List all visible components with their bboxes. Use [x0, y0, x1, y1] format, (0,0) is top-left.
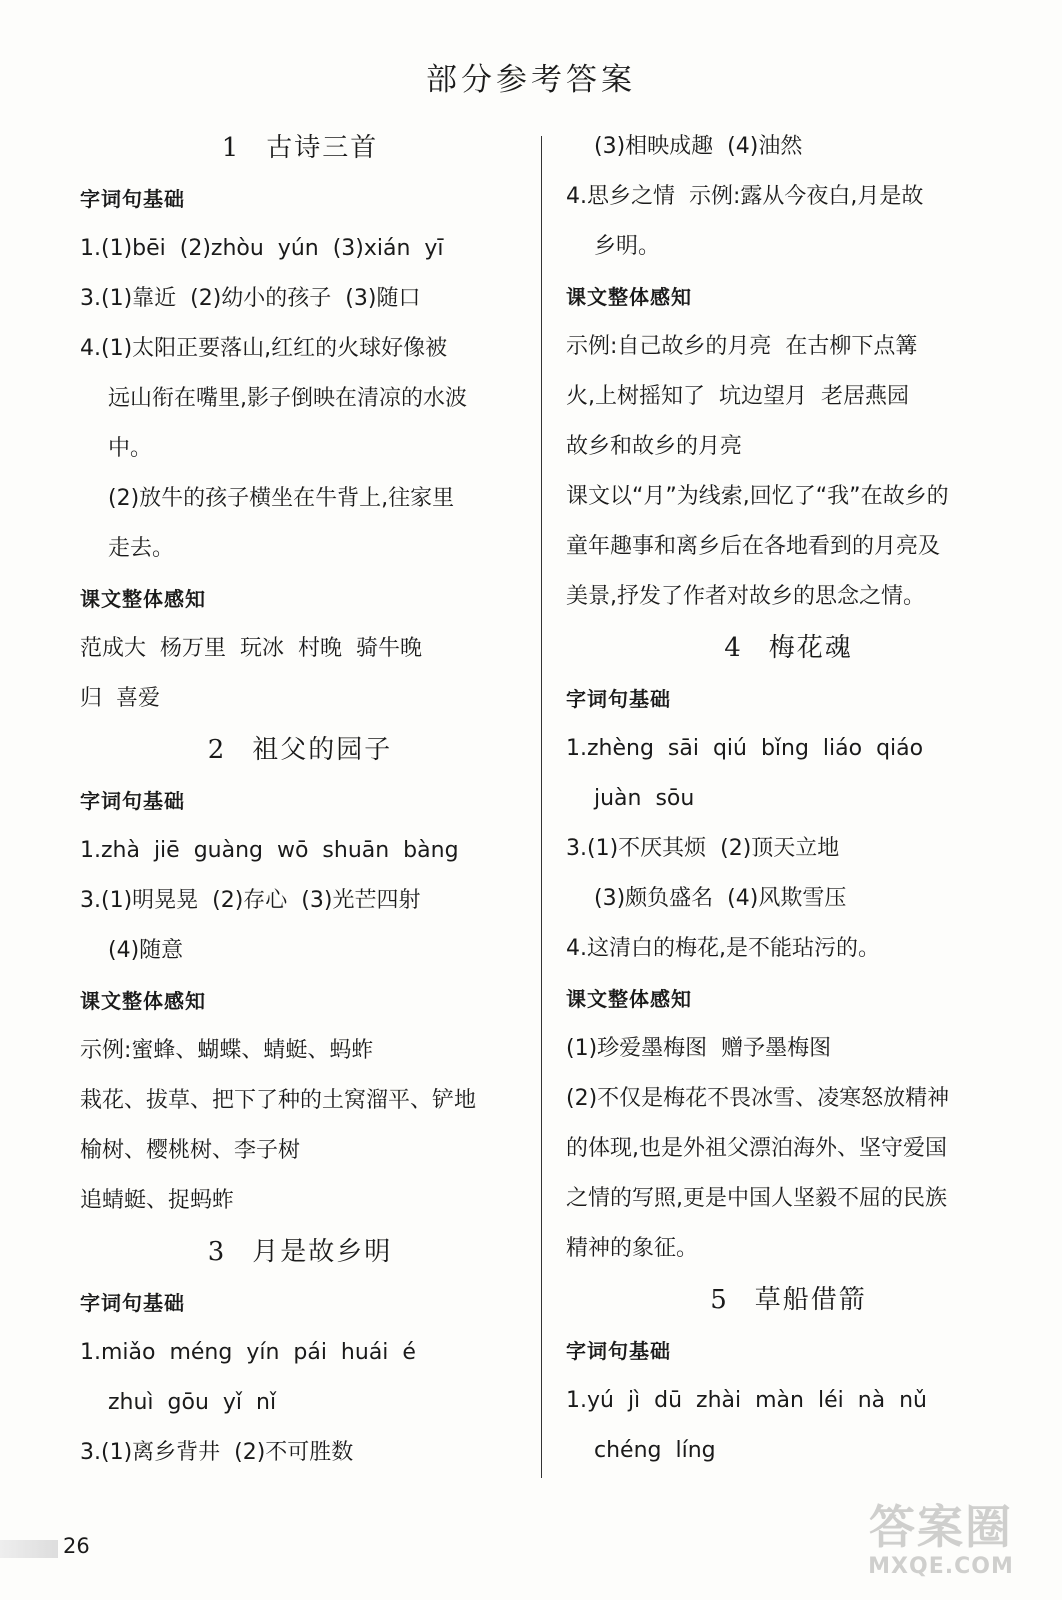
answer-line: 归 喜爱	[80, 686, 160, 711]
answer-line: 3.(1)离乡背井 (2)不可胜数	[80, 1440, 354, 1465]
answer-line: (1)珍爱墨梅图 赠予墨梅图	[566, 1036, 832, 1061]
section-title: 祖父的园子	[252, 735, 393, 765]
watermark-text: 答案圈	[869, 1500, 1013, 1554]
section-heading	[566, 622, 1011, 674]
section-title: 梅花魂	[768, 633, 853, 663]
answer-line: 1.miǎo méng yín pái huái é	[80, 1340, 416, 1365]
subsection-heading: 课文整体感知	[80, 587, 206, 611]
answer-line: chéng líng	[594, 1438, 716, 1463]
column-divider	[541, 136, 542, 1478]
section-title: 古诗三首	[266, 133, 379, 163]
answer-line: 1.zhà jiē guàng wō shuān bàng	[80, 838, 459, 863]
answer-line: 4.(1)太阳正要落山,红红的火球好像被	[80, 336, 448, 361]
answer-line: 乡明。	[594, 234, 661, 259]
subsection-heading: 课文整体感知	[80, 989, 206, 1013]
answer-line: 栽花、拔草、把下了种的土窝溜平、铲地	[80, 1088, 477, 1113]
answer-line: (2)放牛的孩子横坐在牛背上,往家里	[108, 486, 455, 511]
answer-line: 童年趣事和离乡后在各地看到的月亮及	[566, 534, 941, 559]
subsection-heading: 课文整体感知	[566, 285, 692, 309]
answer-line: juàn sōu	[594, 786, 695, 811]
section-number: 3	[207, 1237, 227, 1267]
section-title: 草船借箭	[754, 1285, 867, 1315]
section-heading	[80, 1226, 520, 1278]
answer-line: 1.yú jì dū zhài màn léi nà nǔ	[566, 1388, 928, 1413]
answer-line: (3)颇负盛名 (4)风欺雪压	[594, 886, 847, 911]
subsection-heading: 课文整体感知	[566, 987, 692, 1011]
answer-line: 4.这清白的梅花,是不能玷污的。	[566, 936, 880, 961]
section-number: 4	[724, 633, 743, 663]
subsection-heading: 字词句基础	[80, 1291, 185, 1315]
subsection-heading: 字词句基础	[566, 687, 671, 711]
subsection-heading: 字词句基础	[80, 187, 185, 211]
answer-line: 中。	[108, 436, 153, 461]
subsection-heading: 字词句基础	[566, 1339, 671, 1363]
answer-line: 走去。	[108, 536, 175, 561]
answer-line: 1.(1)bēi (2)zhòu yún (3)xián yī	[80, 236, 444, 261]
answer-line: 1.zhèng sāi qiú bǐng liáo qiáo	[566, 736, 924, 761]
answer-line: 故乡和故乡的月亮	[566, 434, 743, 459]
section-number: 2	[207, 735, 227, 765]
answer-line: 课文以“月”为线索,回忆了“我”在故乡的	[566, 484, 949, 509]
section-title: 月是故乡明	[252, 1237, 393, 1267]
section-heading	[566, 1274, 1011, 1326]
watermark-logo	[846, 1500, 1036, 1590]
subsection-heading: 字词句基础	[80, 789, 185, 813]
section-heading	[80, 724, 520, 776]
answer-line: (3)相映成趣 (4)油然	[594, 134, 803, 159]
answer-line: 示例:蜜蜂、蝴蝶、蜻蜓、蚂蚱	[80, 1038, 374, 1063]
answer-line: 远山衔在嘴里,影子倒映在清凉的水波	[108, 386, 467, 411]
corner-mark	[0, 1540, 58, 1558]
answer-line: 3.(1)靠近 (2)幼小的孩子 (3)随口	[80, 286, 421, 311]
answer-line: (2)不仅是梅花不畏冰雪、凌寒怒放精神	[566, 1086, 950, 1111]
answer-line: zhuì gōu yǐ nǐ	[108, 1390, 277, 1415]
answer-line: 示例:自己故乡的月亮 在古柳下点篝	[566, 334, 918, 359]
section-heading	[80, 122, 520, 174]
section-number: 5	[710, 1285, 729, 1315]
answer-line: 3.(1)不厌其烦 (2)顶天立地	[566, 836, 840, 861]
answer-line: 4.思乡之情 示例:露从今夜白,月是故	[566, 184, 924, 209]
answer-line: 精神的象征。	[566, 1236, 699, 1261]
answer-line: (4)随意	[108, 938, 184, 963]
answer-line: 火,上树摇知了 坑边望月 老居燕园	[566, 384, 909, 409]
left-column	[80, 122, 520, 1478]
watermark-url: MXQE.COM	[868, 1554, 1014, 1579]
answer-line: 榆树、樱桃树、李子树	[80, 1138, 301, 1163]
answer-line: 之情的写照,更是中国人坚毅不屈的民族	[566, 1186, 947, 1211]
page-number: 26	[63, 1534, 90, 1558]
right-column	[566, 122, 1011, 1476]
page-title: 部分参考答案	[426, 62, 636, 98]
answer-line: 追蜻蜓、捉蚂蚱	[80, 1188, 235, 1213]
answer-line: 范成大 杨万里 玩冰 村晚 骑牛晚	[80, 636, 422, 661]
section-number: 1	[221, 133, 241, 163]
answer-line: 的体现,也是外祖父漂泊海外、坚守爱国	[566, 1136, 947, 1161]
answer-line: 美景,抒发了作者对故乡的思念之情。	[566, 584, 925, 609]
answer-line: 3.(1)明晃晃 (2)存心 (3)光芒四射	[80, 888, 421, 913]
